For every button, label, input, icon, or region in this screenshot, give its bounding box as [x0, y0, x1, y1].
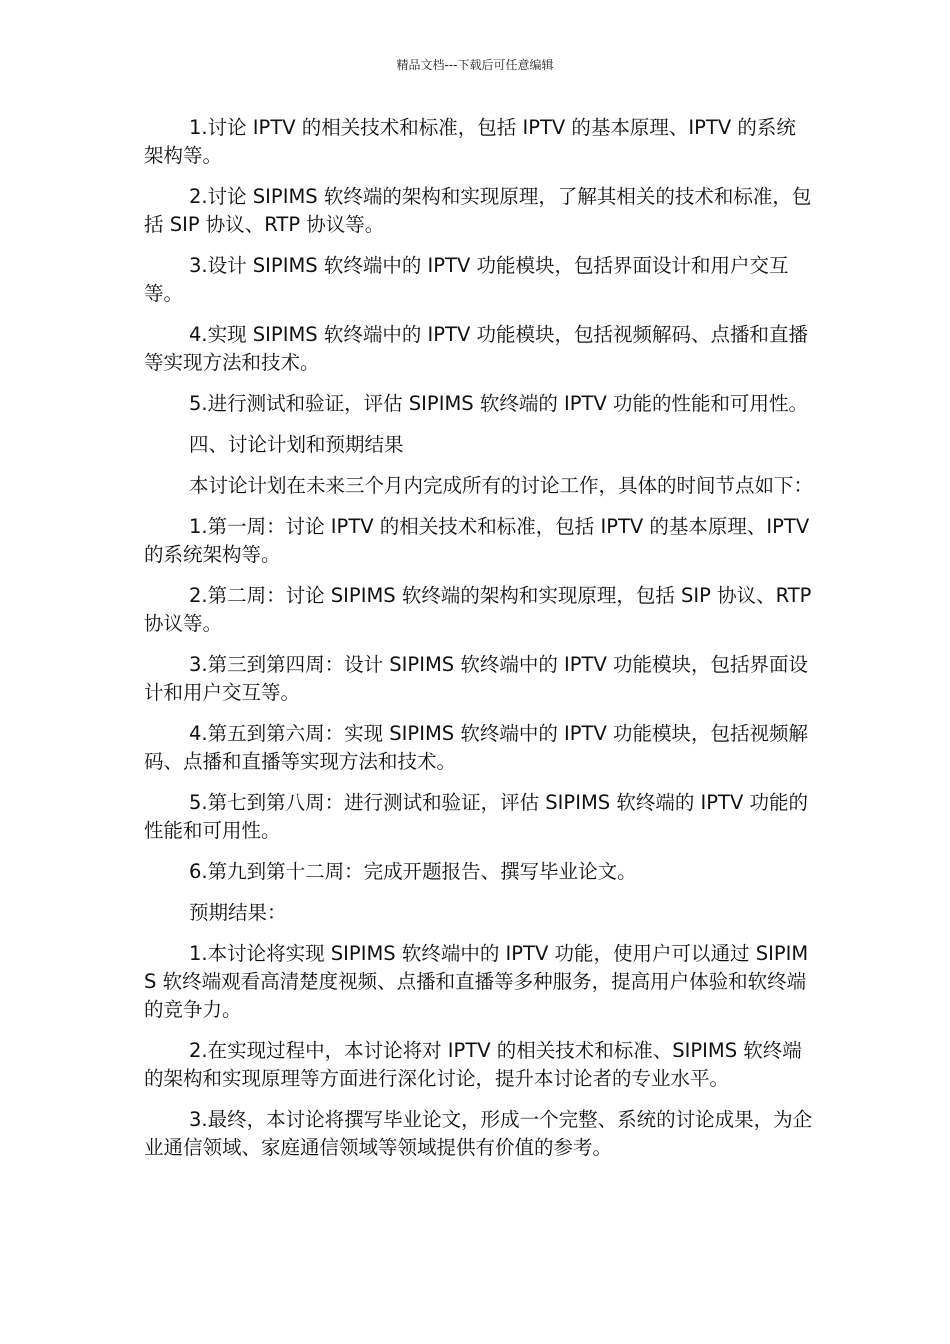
schedule-week-9-12: 6.第九到第十二周：完成开题报告、撰写毕业论文。	[189, 860, 637, 883]
paragraph-testing: 5.进行测试和验证，评估 SIPIMS 软终端的 IPTV 功能的性能和可用性。	[189, 392, 809, 415]
expected-result-2: 2.在实现过程中，本讨论将对 IPTV 的相关技术和标准、SIPIMS 软终端的架构和实现原理等方面进行深化讨论，提升本讨论者的专业水平。	[144, 1039, 802, 1090]
schedule-week-3-4: 3.第三到第四周：设计 SIPIMS 软终端中的 IPTV 功能模块，包括界面设计和用户交互等。	[144, 653, 809, 704]
schedule-week-5-6: 4.第五到第六周：实现 SIPIMS 软终端中的 IPTV 功能模块，包括视频解码、点播和直播等实现方法和技术。	[144, 722, 809, 773]
paragraph-plan-intro: 本讨论计划在未来三个月内完成所有的讨论工作，具体的时间节点如下：	[189, 474, 814, 497]
schedule-week-1: 1.第一周：讨论 IPTV 的相关技术和标准，包括 IPTV 的基本原理、IPTV 的系统架构等。	[144, 515, 810, 566]
paragraph-research-iptv: 1.讨论 IPTV 的相关技术和标准，包括 IPTV 的基本原理、IPTV 的系统架构等。	[144, 116, 796, 167]
document-body	[144, 114, 814, 1175]
expected-result-3: 3.最终，本讨论将撰写毕业论文，形成一个完整、系统的讨论成果，为企业通信领域、家庭通信领域等领域提供有价值的参考。	[144, 1108, 813, 1159]
paragraph-implement-module: 4.实现 SIPIMS 软终端中的 IPTV 功能模块，包括视频解码、点播和直播等实现方法和技术。	[144, 323, 809, 374]
schedule-week-7-8: 5.第七到第八周：进行测试和验证，评估 SIPIMS 软终端的 IPTV 功能的性能和可用性。	[144, 791, 809, 842]
expected-result-1: 1.本讨论将实现 SIPIMS 软终端中的 IPTV 功能，使用户可以通过 SIPIMS 软终端观看高清楚度视频、点播和直播等多种服务，提高用户体验和软终端的竞争力。	[144, 942, 809, 1021]
paragraph-research-sipims: 2.讨论 SIPIMS 软终端的架构和实现原理，了解其相关的技术和标准，包括 SIP 协议、RTP 协议等。	[144, 185, 812, 236]
section-heading-plan: 四、讨论计划和预期结果	[189, 433, 404, 456]
paragraph-design-module: 3.设计 SIPIMS 软终端中的 IPTV 功能模块，包括界面设计和用户交互等。	[144, 254, 789, 305]
schedule-week-2: 2.第二周：讨论 SIPIMS 软终端的架构和实现原理，包括 SIP 协议、RTP 协议等。	[144, 584, 812, 635]
expected-results-label: 预期结果：	[189, 901, 287, 924]
page-header: 精品文档---下载后可任意编辑	[396, 58, 554, 72]
